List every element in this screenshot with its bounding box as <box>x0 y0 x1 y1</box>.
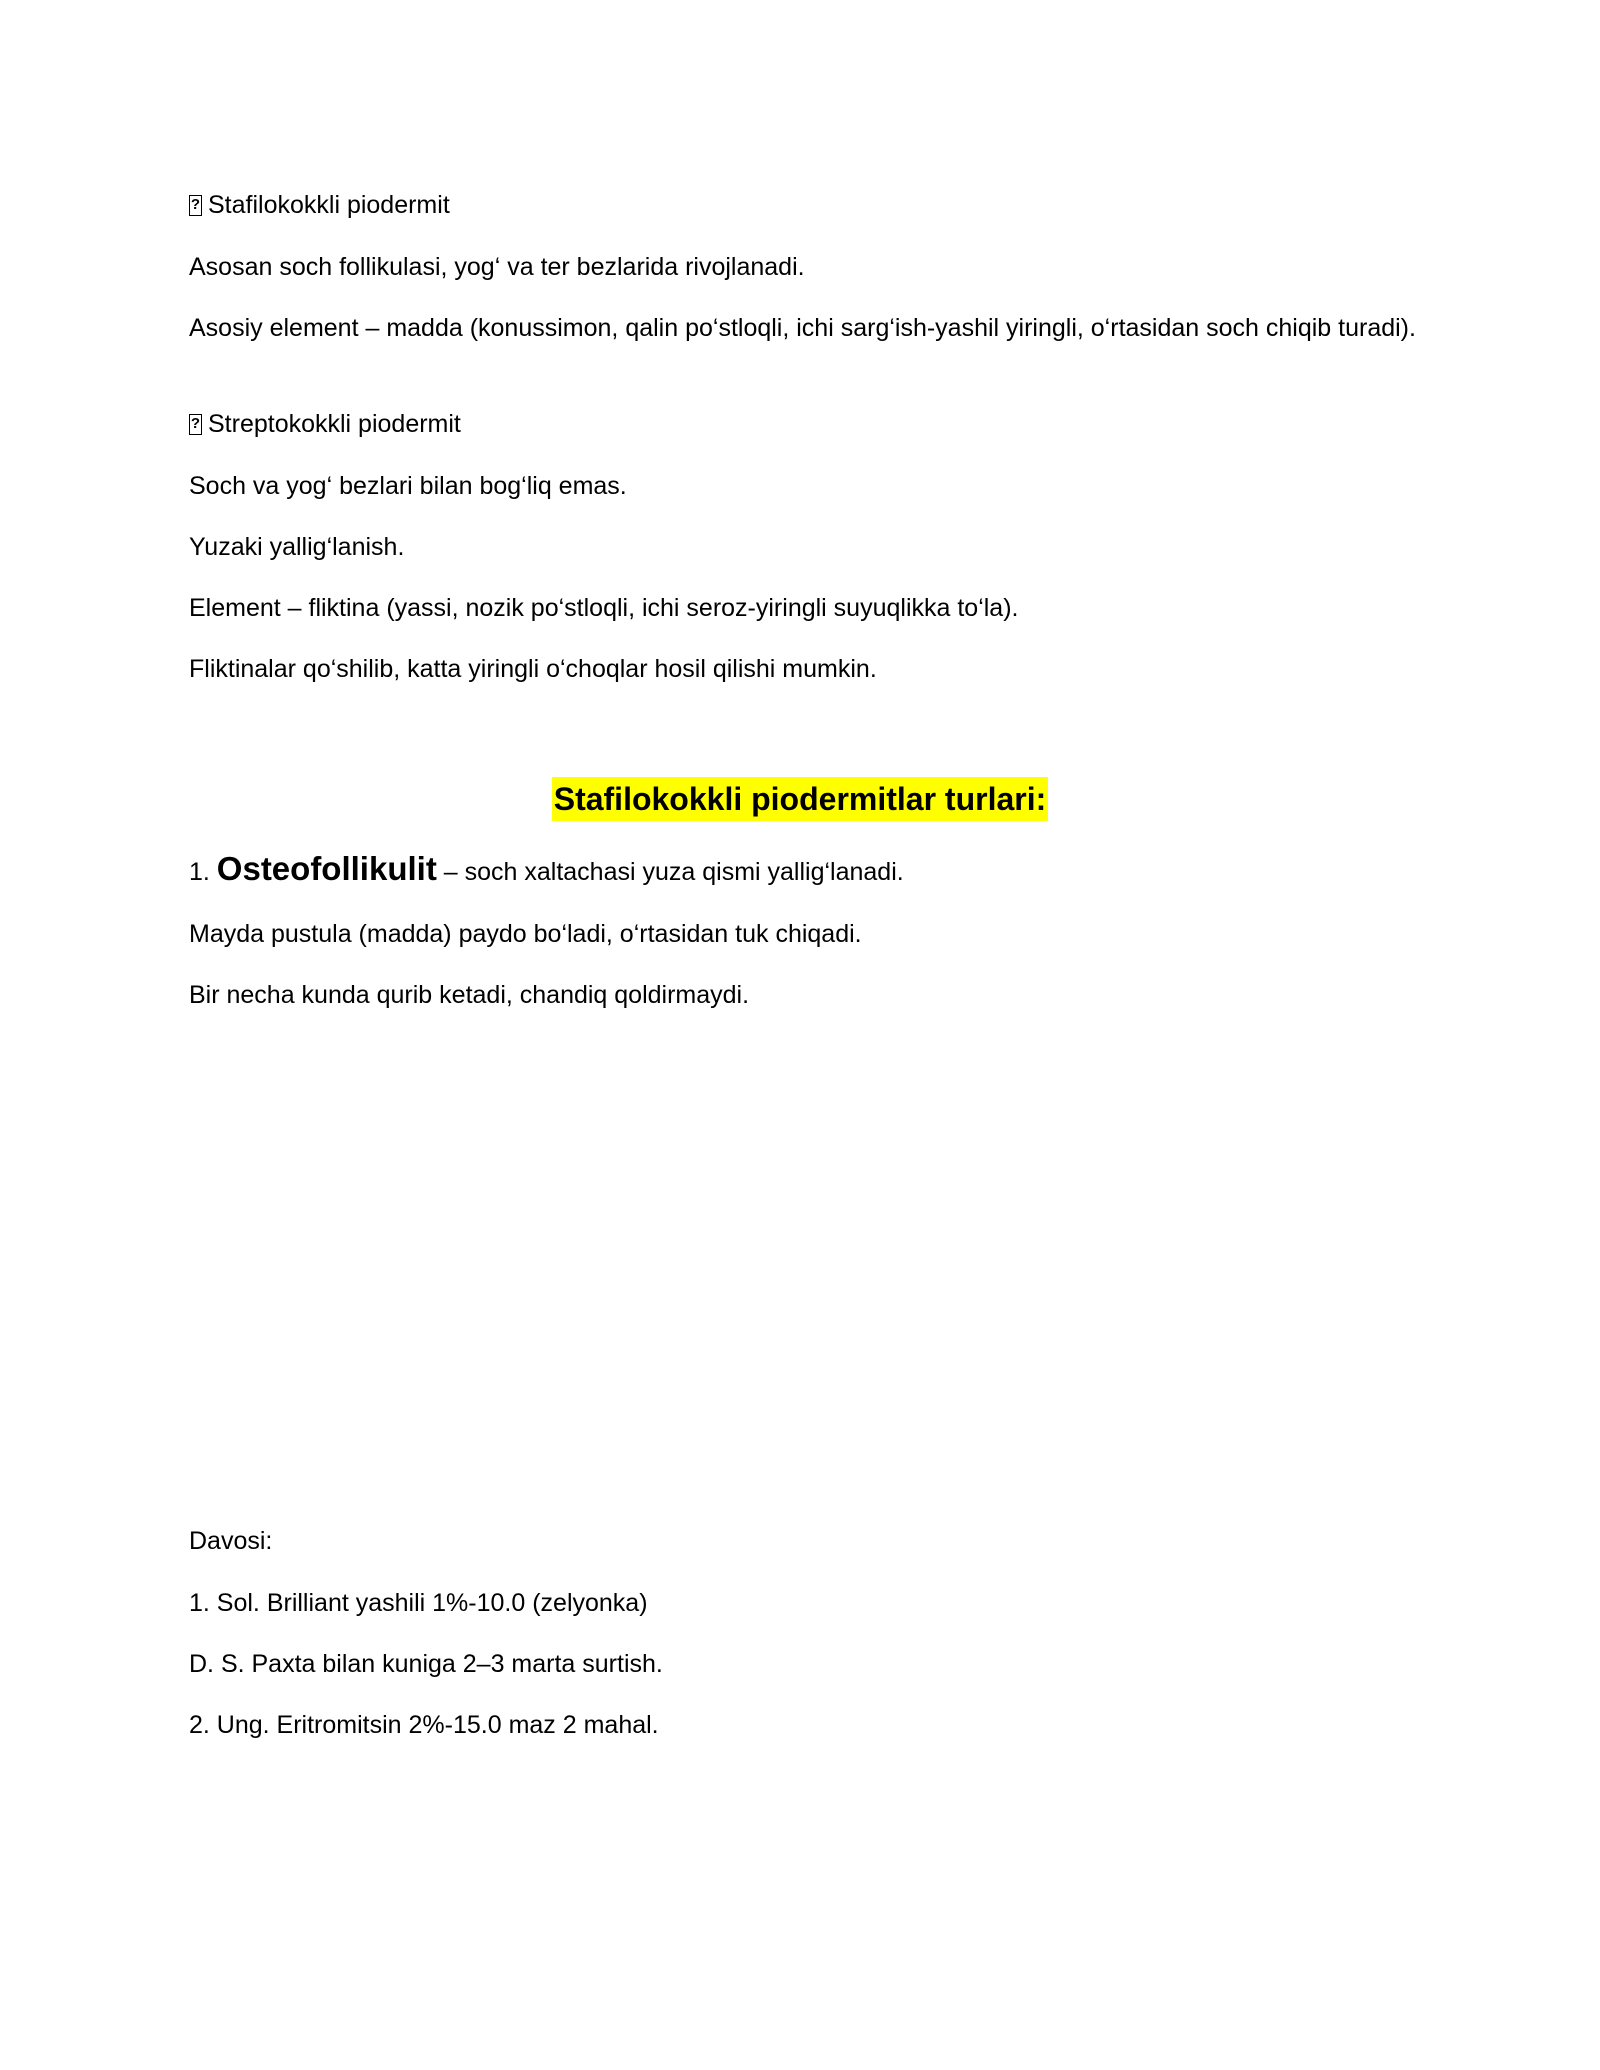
staph-title <box>189 188 1419 223</box>
strep-line-3: Element – fliktina (yassi, nozik po‘stloqli, ichi seroz-yiringli suyuqlikka to‘la). <box>189 594 1019 622</box>
staph-line-1: Asosan soch follikulasi, yog‘ va ter bezlarida rivojlanadi. <box>189 253 805 281</box>
treatment-line-2: D. S. Paxta bilan kuniga 2–3 marta surtish. <box>189 1650 663 1678</box>
missing-glyph-icon <box>189 414 202 435</box>
staph-line-2: Asosiy element – madda (konussimon, qalin po‘stloqli, ichi sarg‘ish-yashil yiringli, o‘rtasidan soch chiqib turadi). <box>189 314 1416 342</box>
types-line-2: Mayda pustula (madda) paydo bo‘ladi, o‘rtasidan tuk chiqadi. <box>189 920 862 948</box>
strep-line-4: Fliktinalar qo‘shilib, katta yiringli o‘choqlar hosil qilishi mumkin. <box>189 655 877 683</box>
types-item-1-desc: – soch xaltachasi yuza qismi yallig‘lanadi. <box>436 858 904 886</box>
strep-line-2: Yuzaki yallig‘lanish. <box>189 533 405 561</box>
strep-title-text: Streptokokkli piodermit <box>208 410 461 438</box>
strep-title <box>189 407 1419 442</box>
types-item-1 <box>189 851 1419 890</box>
treatment-line-3: 2. Ung. Eritromitsin 2%-15.0 maz 2 mahal. <box>189 1711 659 1739</box>
staph-title-text: Stafilokokkli piodermit <box>208 191 450 219</box>
types-heading: Stafilokokkli piodermitlar turlari: <box>552 777 1049 821</box>
types-item-1-term: Osteofollikulit <box>216 850 437 887</box>
types-line-3: Bir necha kunda qurib ketadi, chandiq qoldirmaydi. <box>189 981 750 1009</box>
strep-line-1: Soch va yog‘ bezlari bilan bog‘liq emas. <box>189 472 627 500</box>
treatment-title: Davosi: <box>189 1527 273 1555</box>
missing-glyph-icon <box>189 195 202 216</box>
treatment-line-1: 1. Sol. Brilliant yashili 1%-10.0 (zelyonka) <box>189 1589 648 1617</box>
types-heading-wrap <box>0 777 1600 821</box>
types-item-1-number: 1. <box>189 858 217 886</box>
